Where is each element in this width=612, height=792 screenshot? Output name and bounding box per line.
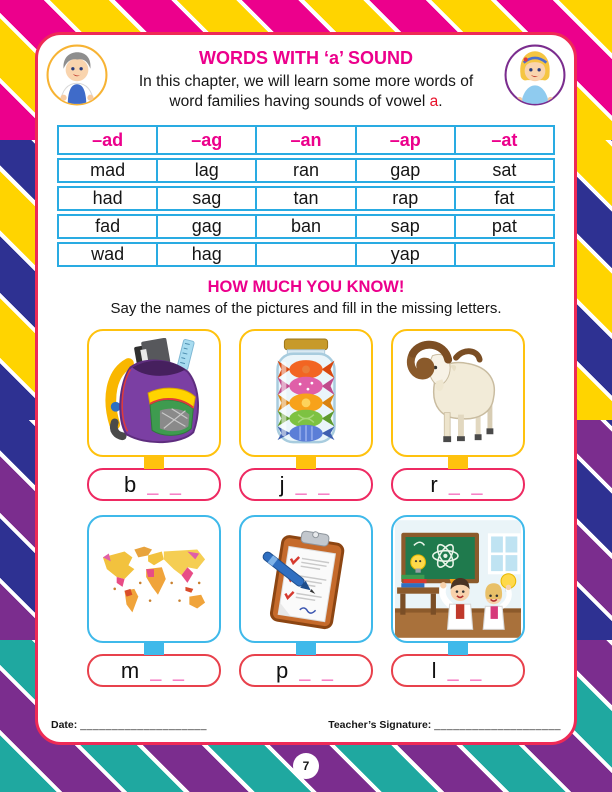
column-header: –ap bbox=[355, 127, 454, 153]
date-field bbox=[51, 719, 207, 731]
activity-item-pad bbox=[239, 515, 373, 687]
boy-cartoon-icon bbox=[46, 44, 108, 106]
column-header: –an bbox=[255, 127, 354, 153]
word-cell: sag bbox=[156, 188, 255, 209]
word-cell: ran bbox=[255, 160, 354, 181]
answer-blank-bag[interactable] bbox=[87, 468, 221, 501]
worksheet-footer bbox=[51, 719, 561, 731]
intro-period: . bbox=[438, 93, 443, 110]
column-header: –ad bbox=[92, 129, 124, 150]
table-row bbox=[57, 214, 555, 239]
science-lab-illustration bbox=[395, 520, 521, 638]
word-cell: ban bbox=[255, 216, 354, 237]
word-cell: rap bbox=[355, 188, 454, 209]
word-cell: had bbox=[92, 188, 123, 208]
column-header: –ag bbox=[156, 127, 255, 153]
clipboard-pen-illustration bbox=[247, 524, 365, 634]
answer-letter: l bbox=[431, 658, 437, 683]
table-header-row bbox=[57, 125, 555, 155]
table-row bbox=[57, 158, 555, 183]
table-row bbox=[57, 186, 555, 211]
picture-box bbox=[239, 329, 373, 457]
answer-blanks: _ _ bbox=[447, 661, 485, 683]
picture-box bbox=[391, 515, 525, 643]
answer-letter: m bbox=[120, 658, 140, 683]
signature-field bbox=[328, 719, 561, 731]
word-family-table bbox=[57, 125, 555, 267]
answer-blanks: _ _ bbox=[448, 475, 486, 497]
answer-blanks: _ _ bbox=[299, 661, 337, 683]
word-cell: tan bbox=[255, 188, 354, 209]
date-line[interactable]: ____________________ bbox=[80, 719, 207, 731]
word-cell: sat bbox=[454, 160, 553, 181]
answer-blank-jar[interactable] bbox=[239, 468, 373, 501]
activity-heading: HOW MUCH YOU KNOW! bbox=[207, 278, 405, 296]
worksheet-card bbox=[35, 32, 577, 745]
chapter-title: WORDS WITH ‘a’ SOUND bbox=[198, 48, 413, 68]
answer-letter: b bbox=[123, 472, 137, 497]
word-cell: fad bbox=[95, 216, 121, 236]
connector-tab bbox=[448, 642, 468, 655]
answer-blanks: _ _ bbox=[295, 475, 333, 497]
picture-box bbox=[87, 329, 221, 457]
answer-blank-ram[interactable] bbox=[391, 468, 525, 501]
picture-box bbox=[239, 515, 373, 643]
column-header: –at bbox=[454, 127, 553, 153]
connector-tab bbox=[296, 642, 316, 655]
signature-line[interactable]: ____________________ bbox=[434, 719, 561, 731]
girl-avatar-icon bbox=[504, 44, 566, 106]
answer-blanks: _ _ bbox=[147, 475, 185, 497]
candy-jar-illustration bbox=[247, 338, 365, 448]
connector-tab bbox=[296, 456, 316, 469]
activity-instruction: Say the names of the pictures and fill in the missing letters. bbox=[110, 300, 502, 317]
connector-tab bbox=[144, 642, 164, 655]
word-cell: fat bbox=[454, 188, 553, 209]
picture-box bbox=[87, 515, 221, 643]
activity-item-bag bbox=[87, 329, 221, 501]
intro-vowel-a: a bbox=[429, 93, 439, 110]
connector-tab bbox=[448, 456, 468, 469]
table-row bbox=[57, 242, 555, 267]
word-cell bbox=[454, 244, 553, 265]
word-cell: sap bbox=[355, 216, 454, 237]
word-cell: gag bbox=[156, 216, 255, 237]
backpack-illustration bbox=[95, 338, 213, 448]
girl-cartoon-icon bbox=[504, 44, 566, 106]
activity-item-lab bbox=[391, 515, 525, 687]
picture-grid bbox=[87, 329, 525, 687]
word-cell: lag bbox=[156, 160, 255, 181]
date-label: Date: bbox=[51, 719, 78, 731]
word-cell: gap bbox=[355, 160, 454, 181]
page-number-badge: 7 bbox=[293, 753, 319, 779]
word-cell bbox=[255, 244, 354, 265]
word-cell: wad bbox=[91, 244, 125, 264]
word-cell: hag bbox=[156, 244, 255, 265]
activity-item-jar bbox=[239, 329, 373, 501]
connector-tab bbox=[144, 456, 164, 469]
word-cell: yap bbox=[355, 244, 454, 265]
chapter-intro bbox=[101, 72, 511, 112]
activity-item-ram bbox=[391, 329, 525, 501]
word-cell: pat bbox=[454, 216, 553, 237]
answer-blank-lab[interactable] bbox=[391, 654, 525, 687]
answer-letter: j bbox=[279, 472, 285, 497]
answer-blank-map[interactable] bbox=[87, 654, 221, 687]
ram-illustration bbox=[399, 338, 517, 448]
answer-blank-pad[interactable] bbox=[239, 654, 373, 687]
boy-avatar-icon bbox=[46, 44, 108, 106]
word-cell: mad bbox=[90, 160, 126, 180]
activity-item-map bbox=[87, 515, 221, 687]
answer-blanks: _ _ bbox=[150, 661, 188, 683]
answer-letter: p bbox=[275, 658, 289, 683]
picture-box bbox=[391, 329, 525, 457]
answer-letter: r bbox=[430, 472, 438, 497]
signature-label: Teacher’s Signature: bbox=[328, 719, 432, 731]
intro-line1: In this chapter, we will learn some more words of bbox=[138, 73, 474, 90]
world-map-illustration bbox=[95, 524, 213, 634]
intro-line2: word families having sounds of vowel bbox=[169, 93, 426, 110]
